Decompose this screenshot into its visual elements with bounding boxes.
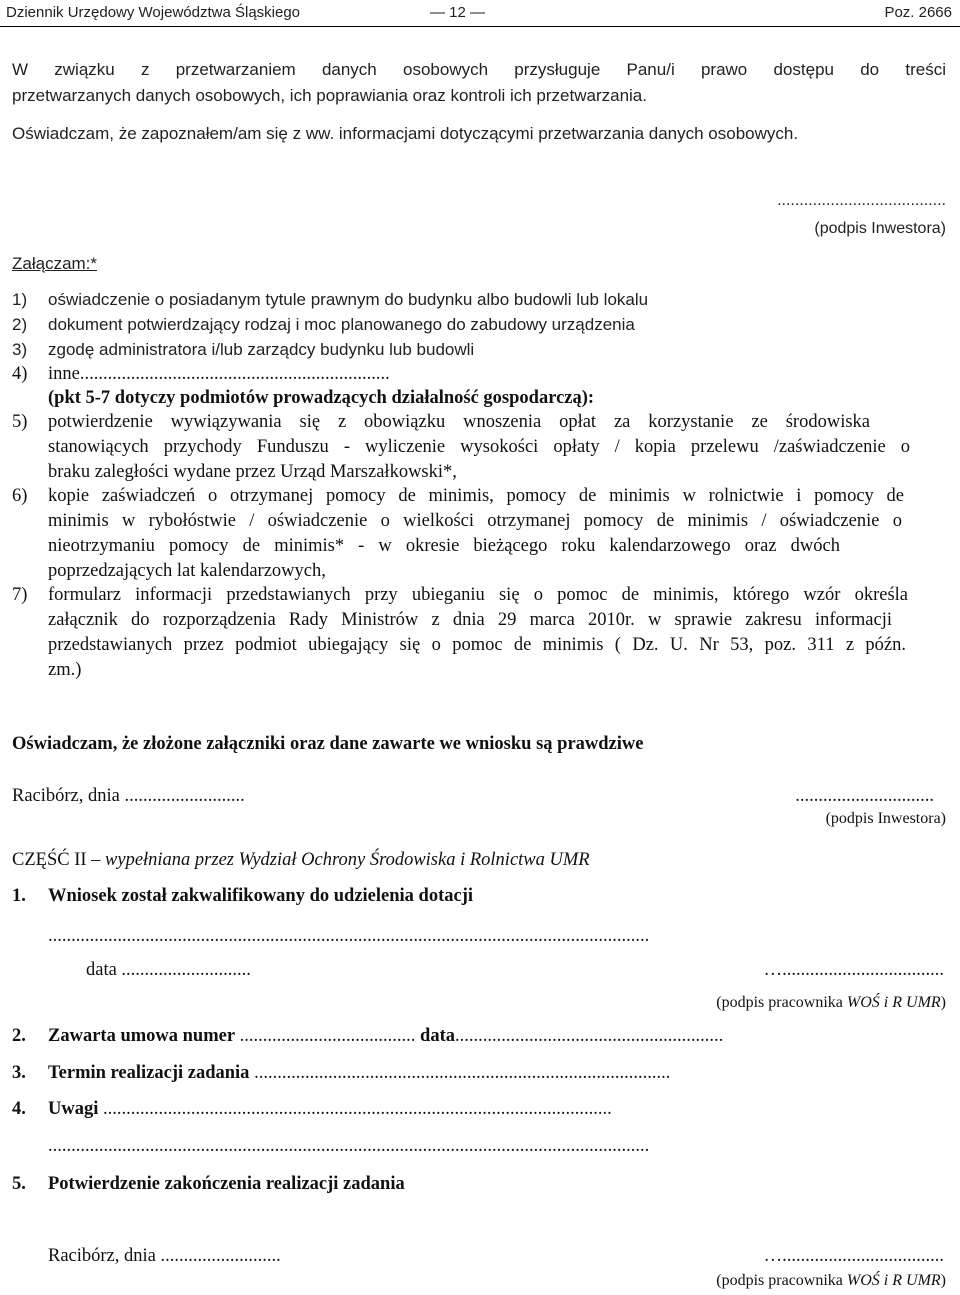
item-text: inne................................................................... (48, 364, 390, 384)
remarks-line: Uwagi .............................................................................................................. (48, 1099, 612, 1119)
item7-line: załącznik do rozporządzenia Rady Ministrów z dnia 29 marca 2010r. w sprawie zakresu informacji (48, 610, 892, 630)
item6-line: nieotrzymaniu pomocy de minimis* - w okresie bieżącego roku kalendarzowego oraz dwóch (48, 536, 840, 556)
item5-line: stanowiących przychody Funduszu - wyliczenie wysokości opłaty / kopia przelewu /zaświadczenie o (48, 437, 910, 457)
business-note: (pkt 5-7 dotyczy podmiotów prowadzących działalność gospodarczą): (48, 388, 595, 408)
signature-dots: .............................. (795, 786, 934, 806)
signature-label: (podpis pracownika WOŚ i R UMR) (716, 994, 946, 1011)
item-number: 3) (12, 340, 28, 359)
item-number: 3. (12, 1063, 26, 1083)
signature-label: (podpis Inwestora) (825, 810, 946, 827)
item-number: 1) (12, 290, 28, 309)
contract-line: Zawarta umowa numer ...................................... data.......................................................... (48, 1026, 724, 1046)
date-field: data ............................ (86, 960, 251, 980)
signature-dots: …................................... (763, 960, 944, 980)
item6-line: poprzedzających lat kalendarzowych, (48, 561, 326, 581)
item7-line: formularz informacji przedstawianych przy ubieganiu się o pomoc de minimis, którego wzór określa (48, 585, 908, 605)
item-text: dokument potwierdzający rodzaj i moc planowanego do zabudowy urządzenia (48, 315, 635, 334)
item6-line: minimis w rybołóstwie / oświadczenie o wielkości otrzymanej pomocy de minimis / oświadczenie o (48, 511, 902, 531)
remarks-label: Uwagi (48, 1099, 99, 1119)
item7-line: przedstawianych przez podmiot ubiegający się o pomoc de minimis ( Dz. U. Nr 53, poz. 311 z późn. (48, 635, 906, 655)
item-number: 4. (12, 1099, 26, 1119)
item-number: 5. (12, 1174, 26, 1194)
item-text: oświadczenie o posiadanym tytule prawnym do budynku albo budowli lub lokalu (48, 290, 649, 309)
item5-line: braku zaległości wydane przez Urząd Marszałkowski*, (48, 462, 457, 482)
item-number: 1. (12, 886, 26, 906)
declaration-text: Oświadczam, że złożone załączniki oraz dane zawarte we wniosku są prawdziwe (12, 734, 644, 754)
intro-line-1: W związku z przetwarzaniem danych osobowych przysługuje Panu/i prawo dostępu do treści (12, 60, 946, 79)
deadline-line: Termin realizacji zadania .......................................................................................... (48, 1063, 671, 1083)
completion-label: Potwierdzenie zakończenia realizacji zadania (48, 1174, 405, 1194)
item-number: 2. (12, 1026, 26, 1046)
part2-prefix: CZĘŚĆ II (12, 850, 87, 870)
signature-label: (podpis Inwestora) (814, 220, 946, 237)
item1-label: Wniosek został zakwalifikowany do udzielenia dotacji (48, 886, 474, 906)
place-date: Racibórz, dnia .......................... (48, 1246, 281, 1266)
page-number: — 12 — (430, 4, 486, 21)
item-number: 2) (12, 315, 28, 334)
item5-line: potwierdzenie wywiązywania się z obowiązku wnoszenia opłat za korzystanie ze środowiska (48, 412, 870, 432)
fill-dots: .................................................................................................................................. (48, 926, 650, 946)
item6-line: kopie zaświadczeń o otrzymanej pomocy de minimis, pomocy de minimis w rolnictwie i pomocy de (48, 486, 904, 506)
contract-label: Zawarta umowa numer (48, 1026, 236, 1046)
part2-description: – wypełniana przez Wydział Ochrony Środowiska i Rolnictwa UMR (91, 850, 590, 870)
signature-dots: …................................... (763, 1246, 944, 1266)
item-text: zgodę administratora i/lub zarządcy budynku lub budowli (48, 340, 475, 359)
item-number: 5) (12, 412, 28, 432)
part2-heading (12, 850, 590, 871)
date-label: data (420, 1026, 455, 1046)
attachments-heading: Załączam:* (12, 254, 98, 273)
page-header (0, 2, 960, 27)
deadline-label: Termin realizacji zadania (48, 1063, 250, 1083)
signature-label: (podpis pracownika WOŚ i R UMR) (716, 1272, 946, 1289)
fill-dots: .................................................................................................................................. (48, 1136, 650, 1156)
item-number: 4) (12, 364, 28, 384)
position-number: Poz. 2666 (884, 4, 952, 21)
intro-line-2: przetwarzanych danych osobowych, ich poprawiania oraz kontroli ich przetwarzania. (12, 86, 647, 105)
journal-title: Dziennik Urzędowy Województwa Śląskiego (6, 4, 301, 21)
signature-dots: ...................................... (777, 192, 946, 209)
item-number: 6) (12, 486, 28, 506)
item-number: 7) (12, 585, 28, 605)
intro-line-3: Oświadczam, że zapoznałem/am się z ww. informacjami dotyczącymi przetwarzania danych osobowych. (12, 124, 799, 143)
place-date: Racibórz, dnia .......................... (12, 786, 245, 806)
item7-line: zm.) (48, 660, 82, 680)
